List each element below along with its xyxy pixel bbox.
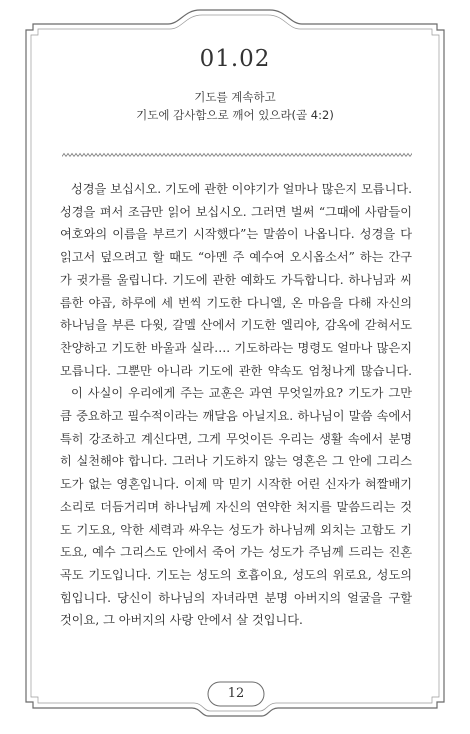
body-paragraph-1: 성경을 보십시오. 기도에 관한 이야기가 얼마나 많은지 모릅니다. 성경을 펴서 조금만 읽어 보십시오. 그러면 벌써 “그때에 사람들이 여호와의 이름을 부르기 시작했다”는 말씀이 나옵니다. 성경을 다 읽고서 덮으려고 할 때도 “아멘 주 예수여 오시옵소서” 하는 간구가 귓가를 울립니다. 기도에 관한 예화도 가득합니다. 하나님과 씨름한 야곱, 하루에 세 번씩 기도한 다니엘, 온 마음을 다해 자신의 하나님을 부른 다윗, 갈멜 산에서 기도한 엘리야, 감옥에 갇혀서도 찬양하고 기도한 바울과 실라…. 기도하라는 명령도 얼마나 많은지 모릅니다. 그뿐만 아니라 기도에 관한 약속도 엄청나게 많습니다. [60,182,412,378]
devotional-date: 01.02 [199,46,271,72]
devotional-body [60,178,412,632]
page-number: 12 [227,686,245,701]
scripture-verse-line-2: 기도에 감사함으로 깨어 있으라(골 4:2) [136,108,334,122]
ornamental-divider [62,152,412,158]
scripture-verse-line-1: 기도를 계속하고 [194,90,276,104]
body-paragraph-2: 이 사실이 우리에게 주는 교훈은 과연 무엇일까요? 기도가 그만큼 중요하고 필수적이라는 깨달음 아닐지요. 하나님이 말씀 속에서 특히 강조하고 계신다면, 그게 무엇이든 우리는 생활 속에서 분명히 실천해야 합니다. 그러나 기도하지 않는 영혼은 그 안에 그리스도가 없는 영혼입니다. 이제 막 믿기 시작한 어린 신자가 혀짤배기 소리로 더듬거리며 하나님께 자신의 연약한 처지를 말씀드리는 것도 기도요, 악한 세력과 싸우는 성도가 하나님께 외치는 고함도 기도요, 예수 그리스도 안에서 죽어 가는 성도가 주님께 드리는 진혼곡도 기도입니다. 기도는 성도의 호흡이요, 성도의 위로요, 성도의 힘입니다. 당신이 하나님의 자녀라면 분명 아버지의 얼굴을 구할 것이요, 그 아버지의 사랑 안에서 살 것입니다. [60,386,412,628]
